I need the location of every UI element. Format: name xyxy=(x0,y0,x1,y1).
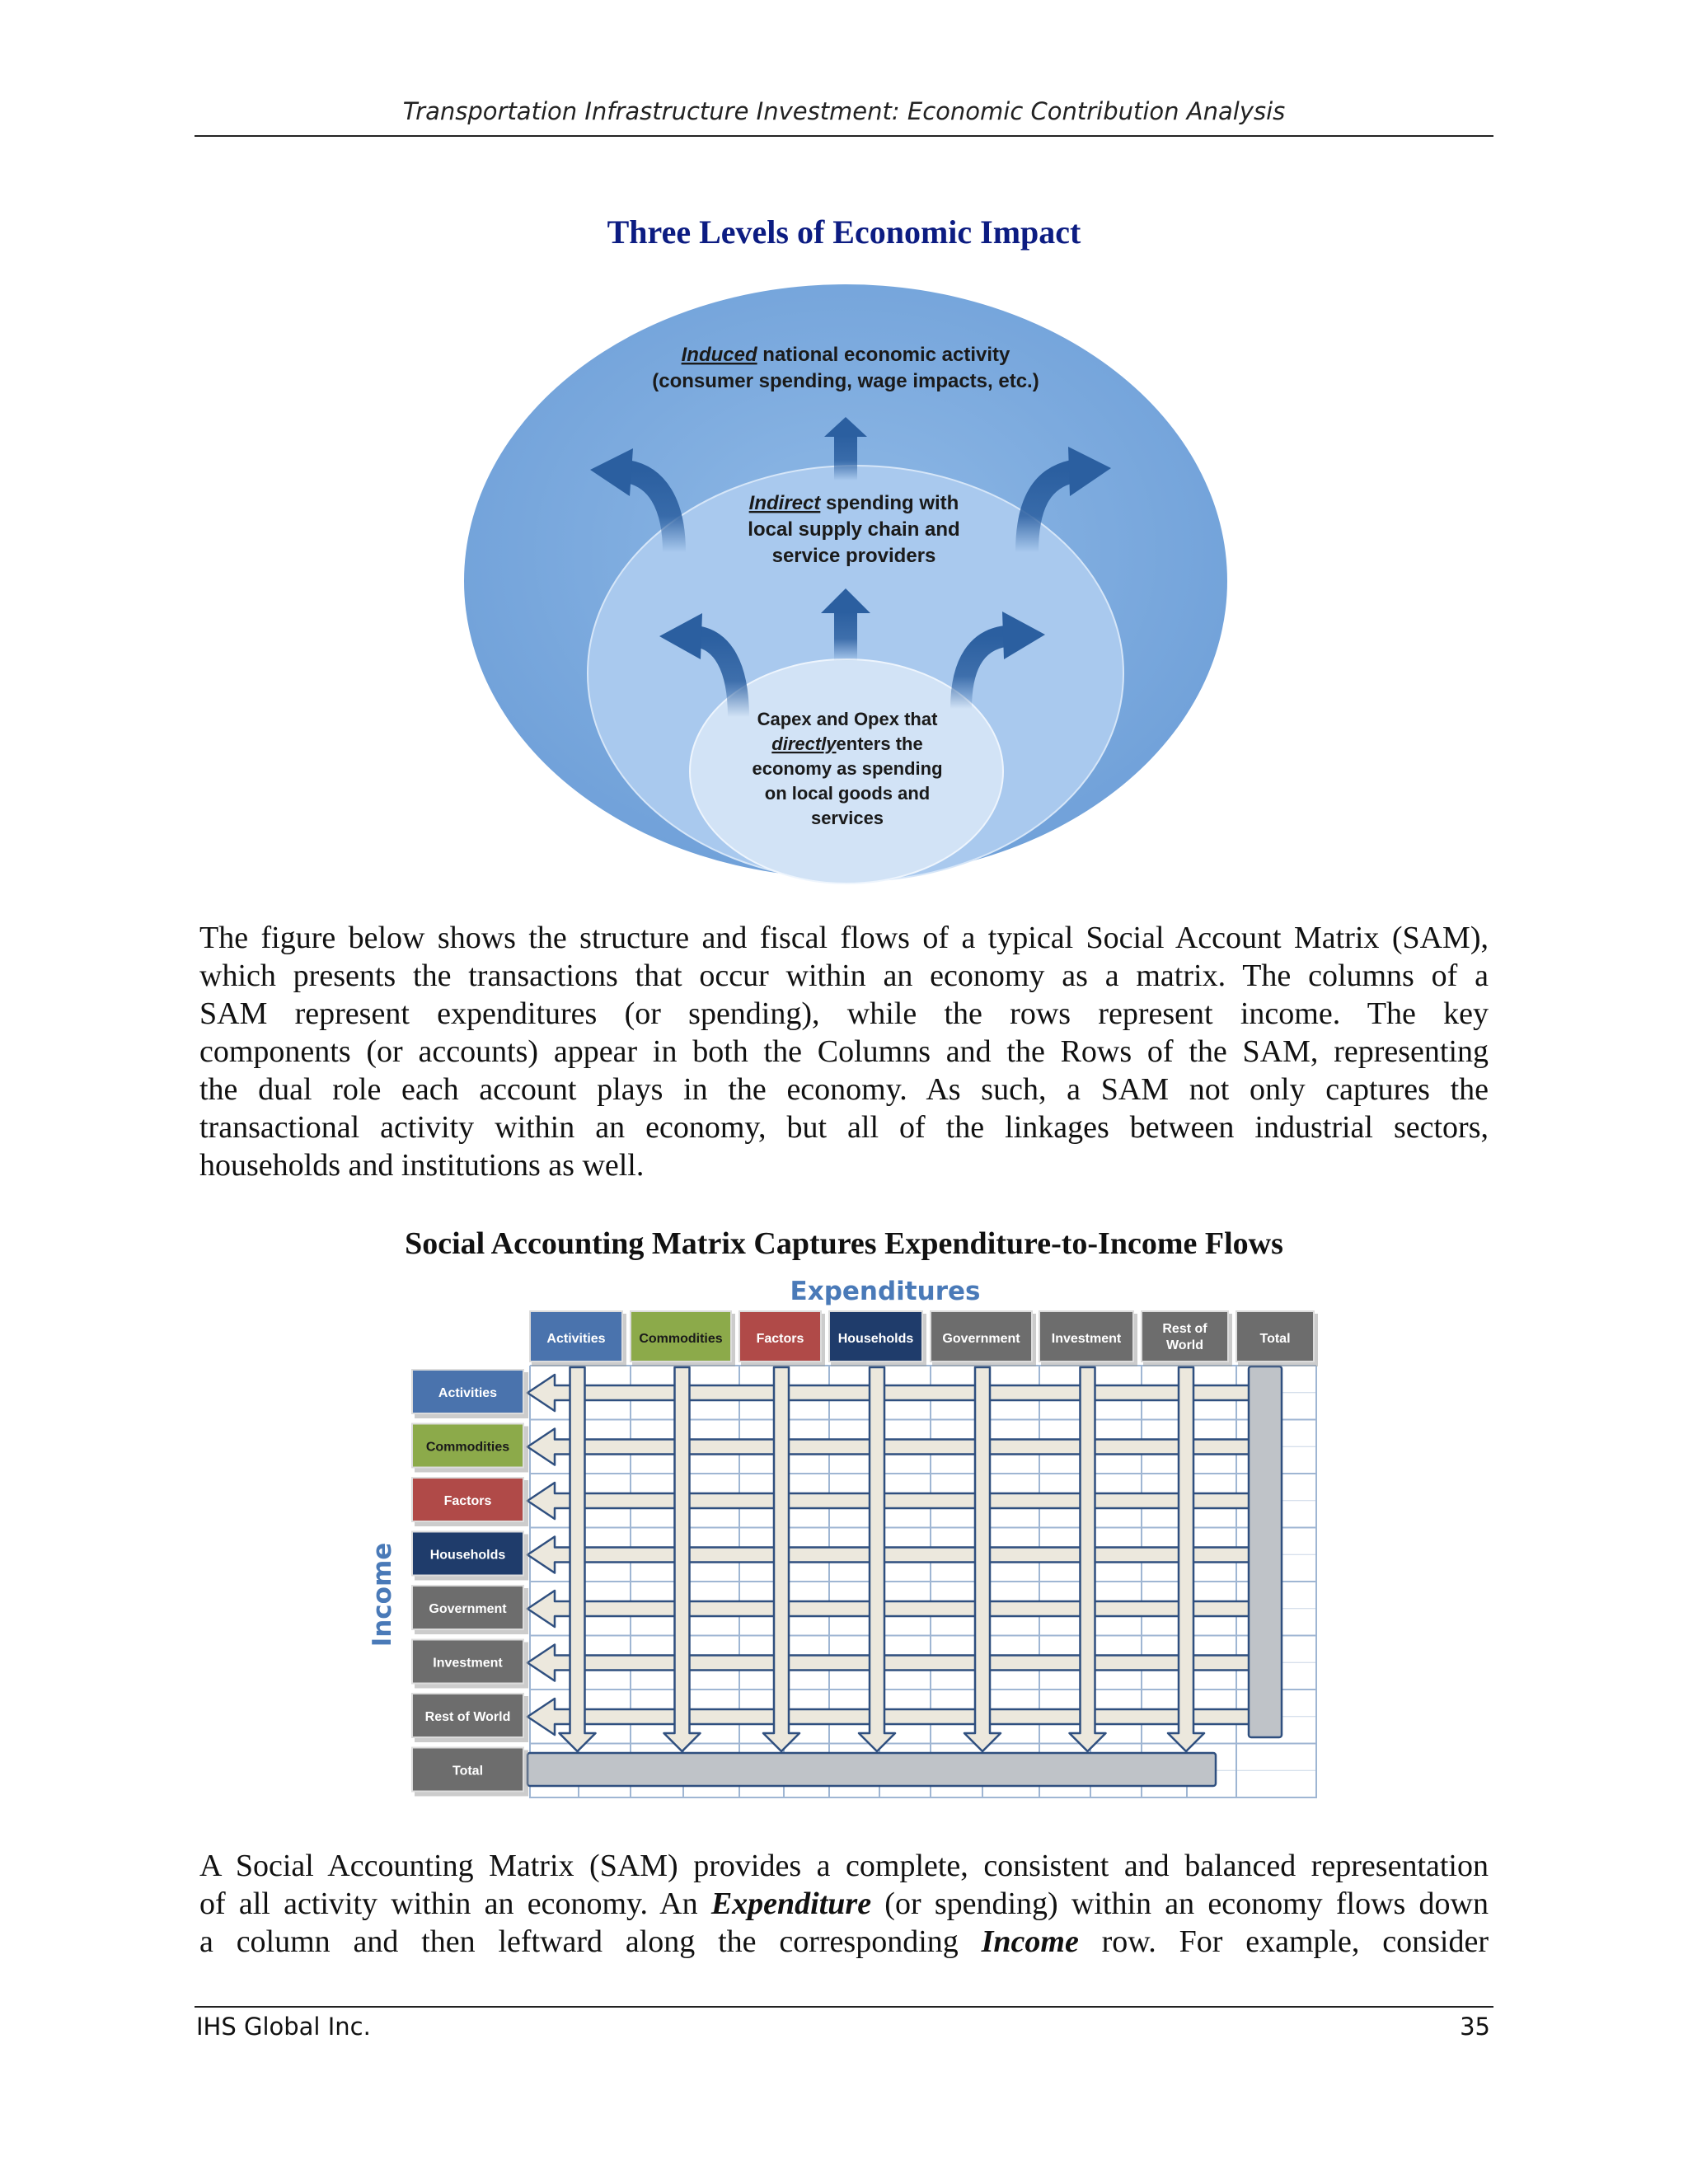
row-header-label: Rest of World xyxy=(424,1710,511,1724)
income-axis-label: Income xyxy=(368,1542,397,1647)
paragraph-line: components (or accounts) appear in both the Columns and the Rows of the SAM, representing xyxy=(199,1034,1489,1069)
direct-label-line5: services xyxy=(810,808,884,828)
column-header-factors xyxy=(739,1311,825,1366)
expenditures-axis-label: Expenditures xyxy=(790,1277,981,1306)
figure2-title: Social Accounting Matrix Captures Expenditure-to-Income Flows xyxy=(405,1226,1283,1261)
row-header-commodities xyxy=(412,1424,528,1473)
row-flow-arrow xyxy=(528,1591,1253,1627)
row-header-label: Government xyxy=(429,1602,507,1616)
row-flow-arrow xyxy=(528,1375,1253,1411)
column-header-label: Commodities xyxy=(639,1332,723,1346)
paragraph-line: transactional activity within an economy, but all of the linkages between industrial sectors, xyxy=(199,1110,1489,1145)
figure1-title: Three Levels of Economic Impact xyxy=(607,213,1081,251)
row-flow-arrow xyxy=(528,1645,1253,1681)
column-header-rest-of-world xyxy=(1142,1311,1232,1366)
paragraph-sam-intro xyxy=(199,919,1489,1184)
indirect-label-line3: service providers xyxy=(771,545,936,567)
column-header-activities xyxy=(530,1311,626,1366)
row-header-factors xyxy=(412,1478,528,1526)
row-header-label: Factors xyxy=(443,1494,492,1508)
column-header-commodities xyxy=(631,1311,735,1366)
column-header-label: Factors xyxy=(756,1332,804,1346)
row-header-rest-of-world xyxy=(412,1694,528,1742)
paragraph-line: households and institutions as well. xyxy=(199,1148,645,1183)
direct-label-line4: on local goods and xyxy=(764,783,931,804)
column-header-label: Government xyxy=(942,1332,1020,1346)
sam-flow-arrows xyxy=(528,1366,1282,1786)
economic-impact-diagram xyxy=(458,280,1233,890)
direct-label-line3: economy as spending xyxy=(752,758,943,779)
row-header-activities xyxy=(412,1370,528,1418)
row-header-total xyxy=(412,1748,528,1797)
column-header-label: Rest of xyxy=(1162,1322,1207,1336)
row-header-label: Activities xyxy=(438,1386,498,1400)
row-flow-arrow xyxy=(528,1483,1253,1519)
total-column-bar xyxy=(1249,1366,1282,1737)
page-number: 35 xyxy=(1460,2013,1490,2041)
row-header-label: Total xyxy=(452,1764,484,1779)
footer-rule xyxy=(195,2006,1493,2008)
sam-column-headers xyxy=(530,1311,1318,1366)
footer-publisher: IHS Global Inc. xyxy=(196,2013,371,2041)
column-header-total xyxy=(1236,1311,1318,1366)
induced-label: Induced national economic activity xyxy=(681,344,1010,366)
total-row-bar xyxy=(528,1753,1216,1786)
row-flow-arrow xyxy=(528,1537,1253,1573)
header-rule xyxy=(195,135,1493,137)
row-header-households xyxy=(412,1532,528,1581)
paragraph-line: The figure below shows the structure and fiscal flows of a typical Social Account Matrix (SAM), xyxy=(199,921,1489,955)
row-header-label: Investment xyxy=(433,1656,503,1671)
direct-label-line2: directlyenters the xyxy=(771,733,923,754)
row-header-label: Households xyxy=(429,1548,506,1563)
induced-label-line2: (consumer spending, wage impacts, etc.) xyxy=(652,370,1039,392)
row-header-investment xyxy=(412,1640,528,1689)
sam-row-headers xyxy=(412,1370,528,1797)
column-header-label: World xyxy=(1165,1338,1204,1352)
paragraph-line: a column and then leftward along the corresponding Income row. For example, consider xyxy=(199,1924,1489,1959)
column-header-households xyxy=(829,1311,926,1366)
paragraph-line: SAM represent expenditures (or spending), while the rows represent income. The key xyxy=(199,996,1489,1031)
column-header-label: Total xyxy=(1259,1332,1291,1346)
paragraph-line: the dual role each account plays in the economy. As such, a SAM not only captures the xyxy=(199,1072,1489,1107)
paragraph-line: which presents the transactions that occur within an economy as a matrix. The columns of a xyxy=(199,958,1489,993)
direct-label-line1: Capex and Opex that xyxy=(757,709,938,729)
sam-matrix-diagram xyxy=(363,1265,1335,1801)
indirect-label-line2: local supply chain and xyxy=(748,518,960,541)
column-header-label: Activities xyxy=(546,1332,606,1346)
column-header-government xyxy=(931,1311,1036,1366)
column-header-label: Investment xyxy=(1051,1332,1122,1346)
row-header-label: Commodities xyxy=(425,1440,510,1455)
column-header-investment xyxy=(1039,1311,1137,1366)
column-header-label: Households xyxy=(837,1332,914,1346)
paragraph-line: A Social Accounting Matrix (SAM) provides a complete, consistent and balanced representation xyxy=(199,1849,1489,1883)
row-flow-arrow xyxy=(528,1699,1253,1735)
paragraph-line: of all activity within an economy. An Expenditure (or spending) within an economy flows down xyxy=(199,1886,1489,1921)
indirect-label: Indirect spending with xyxy=(748,492,959,514)
running-header: Transportation Infrastructure Investment: Economic Contribution Analysis xyxy=(402,97,1286,125)
paragraph-sam-description xyxy=(199,1847,1489,1961)
row-header-government xyxy=(412,1586,528,1634)
row-flow-arrow xyxy=(528,1429,1253,1465)
